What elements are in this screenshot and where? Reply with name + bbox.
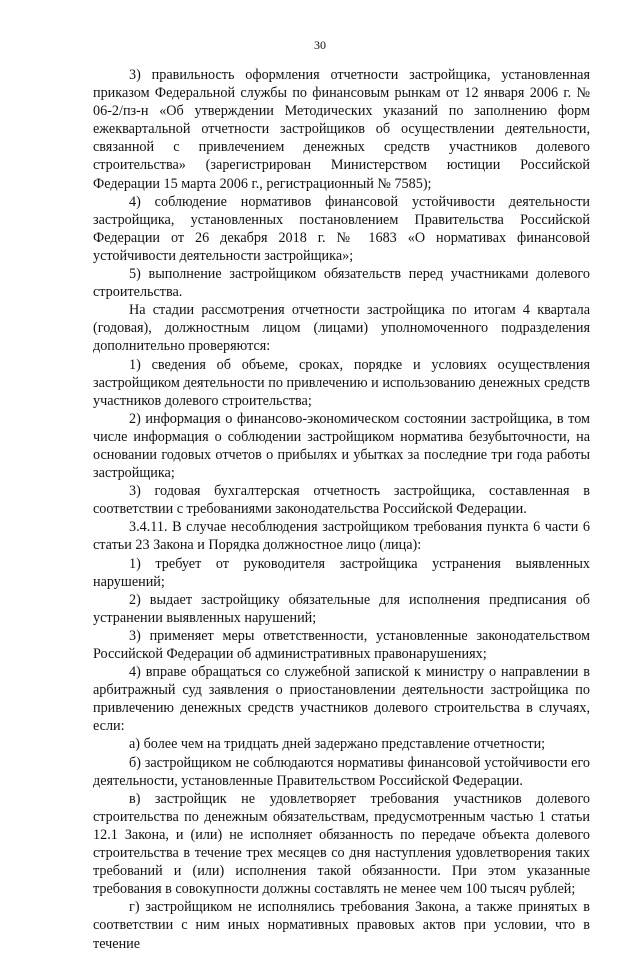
paragraph-q4-item-3: 3) годовая бухгалтерская отчетность застройщика, составленная в соответствии с требованиями законодательства Российской Федерации.: [93, 483, 590, 518]
paragraph-case-v: в) застройщик не удовлетворяет требования участников долевого строительства по денежным обязательствам, предусмотренным частью 1 статьи 12.1 Закона, и (или) не исполняет обязанность по передаче объекта долевого строительства в течение трех месяцев со дня наступления удовлетворения таких требований и (или) исполнения такой обязанности. При этом указанные требования в совокупности должны составлять не менее чем 100 тысяч рублей;: [93, 790, 590, 898]
paragraph-item-4-financial-norms: 4) соблюдение нормативов финансовой устойчивости деятельности застройщика, установленных постановлением Правительства Российской Федерации от 26 декабря 2018 г. № 1683 «О нормативах финансовой устойчивости деятельности застройщика»;: [93, 193, 590, 264]
paragraph-q4-review-intro: На стадии рассмотрения отчетности застройщика по итогам 4 квартала (годовая), должностным лицом (лицами) уполномоченного подразделения дополнительно проверяются:: [93, 302, 590, 355]
document-body: [93, 66, 590, 953]
paragraph-item-5-obligations: 5) выполнение застройщиком обязательств перед участниками долевого строительства.: [93, 266, 590, 301]
paragraph-measure-2: 2) выдает застройщику обязательные для исполнения предписания об устранении выявленных нарушений;: [93, 591, 590, 626]
paragraph-case-g: г) застройщиком не исполнялись требования Закона, а также принятых в соответствии с ним иных нормативных правовых актов при условии, что в течение: [93, 899, 590, 952]
paragraph-case-a: а) более чем на тридцать дней задержано представление отчетности;: [129, 736, 546, 753]
page-number: 30: [314, 38, 326, 52]
paragraph-measure-4: 4) вправе обращаться со служебной запиской к министру о направлении в арбитражный суд заявления о приостановлении деятельности застройщика по привлечению денежных средств участников долевого строительства в случаях, если:: [93, 664, 590, 735]
paragraph-case-b: б) застройщиком не соблюдаются нормативы финансовой устойчивости его деятельности, установленные Правительством Российской Федерации.: [93, 754, 590, 789]
paragraph-measure-3: 3) применяет меры ответственности, установленные законодательством Российской Федерации об административных правонарушениях;: [93, 627, 590, 662]
paragraph-section-3-4-11: 3.4.11. В случае несоблюдения застройщиком требования пункта 6 части 6 статьи 23 Закона и Порядка должностное лицо (лица):: [93, 519, 590, 554]
paragraph-item-3-reporting-form: 3) правильность оформления отчетности застройщика, установленная приказом Федеральной службы по финансовым рынкам от 12 января 2006 г. № 06-2/пз-н «Об утверждении Методических указаний по заполнению форм ежеквартальной отчетности застройщиков об осуществлении деятельности, связанной с привлечением денежных средств участников долевого строительства» (зарегистрирован Министерством юстиции Российской Федерации 15 марта 2006 г., регистрационный № 7585);: [93, 67, 590, 192]
paragraph-measure-1: 1) требует от руководителя застройщика устранения выявленных нарушений;: [93, 555, 590, 590]
paragraph-q4-item-1: 1) сведения об объеме, сроках, порядке и условиях осуществления застройщиком деятельности по привлечению и использованию денежных средств участников долевого строительства;: [93, 356, 590, 409]
paragraph-q4-item-2: 2) информация о финансово-экономическом состоянии застройщика, в том числе информация о соблюдении застройщиком норматива безубыточности, на основании годовых отчетов о прибылях и убытках за последние три года работы застройщика;: [93, 410, 590, 482]
